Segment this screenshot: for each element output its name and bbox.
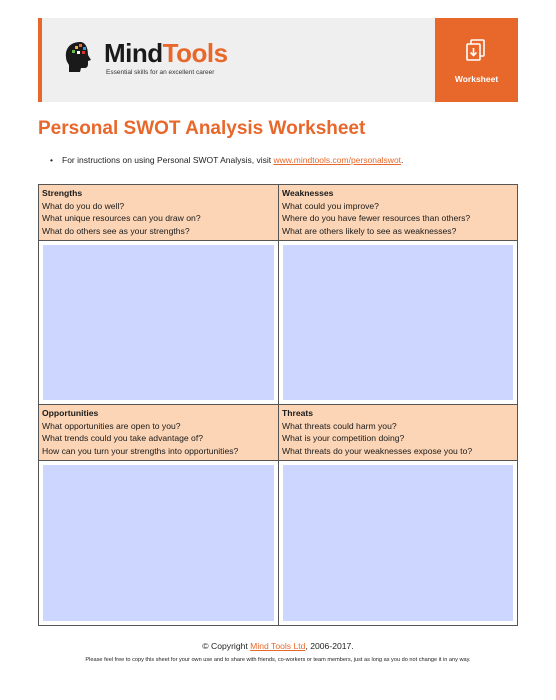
copyright-prefix: © Copyright — [202, 641, 251, 651]
weaknesses-question: What could you improve? — [282, 200, 379, 211]
weaknesses-title: Weaknesses — [282, 188, 334, 198]
swot-grid — [38, 184, 518, 626]
strengths-title: Strengths — [42, 188, 83, 198]
head-logo-icon — [60, 38, 100, 78]
strengths-header — [39, 185, 278, 241]
instruction-line — [50, 155, 403, 165]
strengths-question: What do you do well? — [42, 200, 125, 211]
mindtools-logo[interactable] — [60, 38, 260, 82]
threats-question: What is your competition doing? — [282, 433, 405, 443]
opportunities-header — [39, 405, 278, 461]
instruction-link[interactable]: www.mindtools.com/personalswot — [273, 155, 402, 165]
threats-header — [279, 405, 517, 461]
strengths-input-area[interactable] — [43, 245, 274, 400]
download-document-icon — [464, 38, 488, 62]
strengths-question: What unique resources can you draw on? — [42, 213, 201, 223]
opportunities-question: What opportunities are open to you? — [42, 420, 181, 431]
accent-bar — [38, 18, 42, 102]
weaknesses-input-area[interactable] — [283, 245, 513, 400]
page-title: Personal SWOT Analysis Worksheet — [38, 118, 366, 139]
threats-title: Threats — [282, 408, 314, 418]
copyright-line — [0, 641, 556, 651]
weaknesses-header — [279, 185, 517, 241]
instruction-text: For instructions on using Personal SWOT Analysis, visit — [62, 155, 274, 165]
opportunities-input-area[interactable] — [43, 465, 274, 621]
brand-tagline: Essential skills for an excellent career — [106, 69, 215, 76]
worksheet-badge — [435, 18, 518, 102]
instruction-end: . — [401, 155, 404, 165]
strengths-question: What do others see as your strengths? — [42, 225, 190, 236]
opportunities-question: How can you turn your strengths into opportunities? — [42, 445, 239, 456]
opportunities-quadrant — [39, 405, 279, 625]
copyright-link[interactable]: Mind Tools Ltd — [250, 641, 306, 651]
brand-name: MindTools — [104, 38, 228, 68]
weaknesses-question: Where do you have fewer resources than others? — [282, 213, 471, 223]
threats-input-area[interactable] — [283, 465, 513, 621]
threats-quadrant — [279, 405, 517, 625]
weaknesses-quadrant — [279, 185, 517, 405]
threats-question: What threats could harm you? — [282, 420, 397, 431]
worksheet-label: Worksheet — [454, 74, 499, 84]
usage-notice: Please feel free to copy this sheet for your own use and to share with friends, co-workers or team members, just as long as you do not change it in any way. — [85, 657, 471, 663]
bullet: • — [50, 155, 53, 165]
strengths-quadrant — [39, 185, 279, 405]
opportunities-title: Opportunities — [42, 408, 99, 418]
opportunities-question: What trends could you take advantage of? — [42, 433, 203, 443]
weaknesses-question: What are others likely to see as weaknesses? — [282, 225, 457, 236]
copyright-suffix: , 2006-2017. — [305, 641, 354, 651]
threats-question: What threats do your weaknesses expose you to? — [282, 445, 473, 456]
